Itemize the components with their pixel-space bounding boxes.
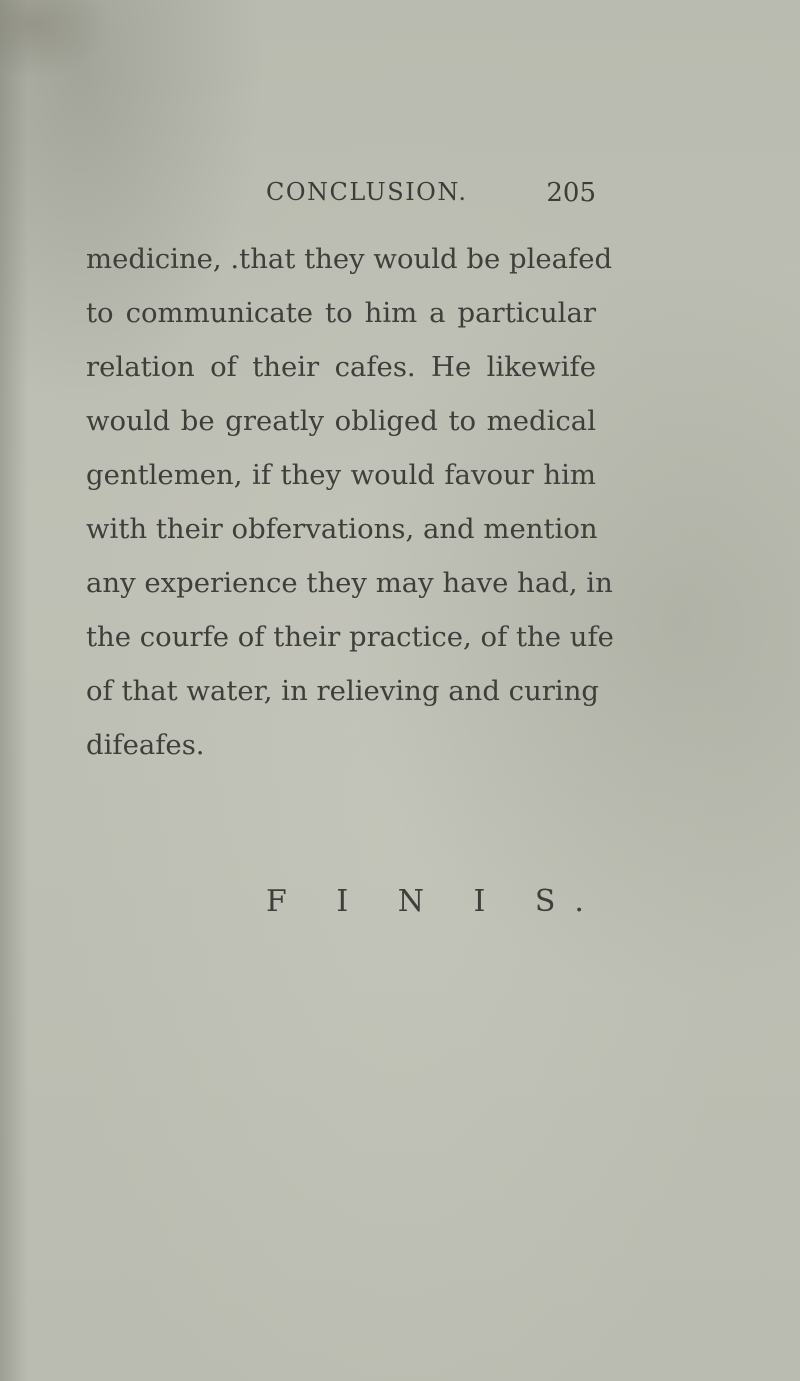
text-line: relation of their cafes. He likewife [86, 351, 596, 383]
body-text [86, 232, 614, 772]
text-line: gentlemen, if they would favour him [86, 459, 596, 491]
text-line: the courfe of their practice, of the ufe [86, 621, 614, 653]
page-number: 205 [546, 178, 596, 208]
text-line: with their obfervations, and mention [86, 513, 598, 545]
page-header [266, 178, 606, 218]
running-head: CONCLUSION. [266, 178, 468, 206]
finis-heading: F I N I S. [266, 884, 604, 919]
text-line: difeafes. [86, 729, 205, 761]
spine-shadow [0, 0, 28, 1381]
text-line: to communicate to him a particular [86, 297, 596, 329]
text-line: medicine, .that they would be pleafed [86, 243, 613, 275]
text-line: would be greatly obliged to medical [86, 405, 596, 437]
text-line: of that water, in relieving and curing [86, 675, 600, 707]
text-line: any experience they may have had, in [86, 567, 613, 599]
corner-stain [0, 0, 110, 80]
